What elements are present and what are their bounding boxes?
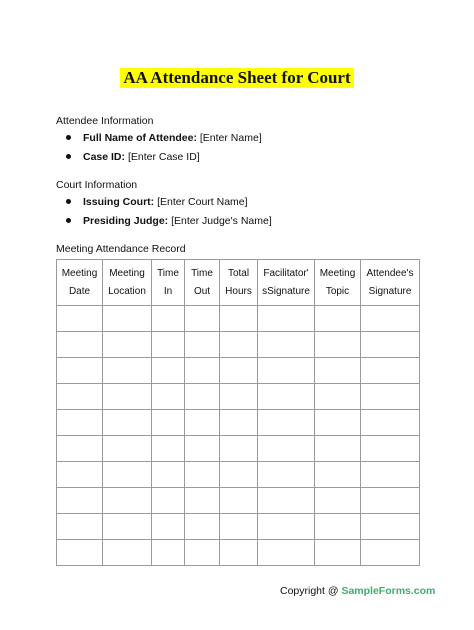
table-cell[interactable] — [220, 514, 258, 540]
table-row — [57, 488, 420, 514]
table-cell[interactable] — [103, 384, 152, 410]
table-cell[interactable] — [315, 462, 361, 488]
table-cell[interactable] — [258, 358, 315, 384]
list-item — [66, 131, 262, 150]
bullet-icon — [66, 135, 71, 140]
column-header-meeting-date: Meeting Date — [57, 260, 103, 306]
table-cell[interactable] — [315, 332, 361, 358]
table-cell[interactable] — [185, 332, 220, 358]
table-cell[interactable] — [315, 410, 361, 436]
table-cell[interactable] — [103, 332, 152, 358]
table-cell[interactable] — [315, 306, 361, 332]
table-cell[interactable] — [361, 488, 420, 514]
table-cell[interactable] — [103, 410, 152, 436]
column-header-meeting-topic: Meeting Topic — [315, 260, 361, 306]
table-cell[interactable] — [361, 436, 420, 462]
table-row — [57, 462, 420, 488]
court-info-list — [66, 195, 272, 233]
table-cell[interactable] — [361, 410, 420, 436]
table-cell[interactable] — [152, 462, 185, 488]
table-cell[interactable] — [258, 540, 315, 566]
footer — [280, 584, 435, 598]
table-cell[interactable] — [220, 306, 258, 332]
field-label: Case ID: — [83, 151, 126, 163]
table-cell[interactable] — [57, 384, 103, 410]
table-cell[interactable] — [185, 514, 220, 540]
table-cell[interactable] — [361, 384, 420, 410]
table-cell[interactable] — [152, 410, 185, 436]
table-cell[interactable] — [361, 540, 420, 566]
table-cell[interactable] — [57, 332, 103, 358]
table-cell[interactable] — [57, 306, 103, 332]
table-cell[interactable] — [57, 514, 103, 540]
field-value: [Enter Name] — [199, 132, 262, 144]
table-cell[interactable] — [315, 540, 361, 566]
bullet-icon — [66, 218, 71, 223]
table-cell[interactable] — [152, 488, 185, 514]
table-cell[interactable] — [103, 306, 152, 332]
table-cell[interactable] — [152, 514, 185, 540]
table-cell[interactable] — [185, 410, 220, 436]
table-cell[interactable] — [258, 436, 315, 462]
table-cell[interactable] — [220, 488, 258, 514]
table-cell[interactable] — [220, 540, 258, 566]
table-cell[interactable] — [185, 462, 220, 488]
table-cell[interactable] — [185, 488, 220, 514]
table-cell[interactable] — [185, 540, 220, 566]
table-cell[interactable] — [152, 436, 185, 462]
table-cell[interactable] — [152, 384, 185, 410]
table-cell[interactable] — [361, 462, 420, 488]
list-item — [66, 150, 262, 169]
table-cell[interactable] — [185, 306, 220, 332]
table-row — [57, 514, 420, 540]
table-cell[interactable] — [220, 358, 258, 384]
table-row — [57, 306, 420, 332]
table-header-row — [57, 260, 420, 306]
court-info-heading: Court Information — [56, 179, 138, 191]
table-row — [57, 358, 420, 384]
field-label: Presiding Judge: — [83, 215, 169, 227]
table-row — [57, 436, 420, 462]
table-cell[interactable] — [315, 436, 361, 462]
table-cell[interactable] — [57, 358, 103, 384]
table-row — [57, 540, 420, 566]
column-header-total-hours: Total Hours — [220, 260, 258, 306]
table-body — [57, 306, 420, 566]
table-cell[interactable] — [185, 358, 220, 384]
bullet-icon — [66, 154, 71, 159]
bullet-icon — [66, 199, 71, 204]
field-label: Issuing Court: — [83, 196, 155, 208]
field-value: [Enter Court Name] — [157, 196, 248, 208]
table-cell[interactable] — [258, 462, 315, 488]
column-header-time-in: Time In — [152, 260, 185, 306]
copyright-text: Copyright @ — [280, 585, 342, 597]
table-cell[interactable] — [185, 436, 220, 462]
table-cell[interactable] — [258, 332, 315, 358]
table-cell[interactable] — [152, 306, 185, 332]
table-cell[interactable] — [152, 358, 185, 384]
table-cell[interactable] — [103, 436, 152, 462]
table-cell[interactable] — [103, 358, 152, 384]
table-row — [57, 384, 420, 410]
column-header-facilitator-signature: Facilitator' sSignature — [258, 260, 315, 306]
table-cell[interactable] — [185, 384, 220, 410]
table-cell[interactable] — [220, 436, 258, 462]
table-cell[interactable] — [103, 462, 152, 488]
table-cell[interactable] — [220, 384, 258, 410]
table-cell[interactable] — [315, 514, 361, 540]
table-cell[interactable] — [315, 358, 361, 384]
table-cell[interactable] — [361, 514, 420, 540]
table-cell[interactable] — [103, 488, 152, 514]
table-cell[interactable] — [103, 540, 152, 566]
attendance-record-table — [56, 259, 420, 566]
table-cell[interactable] — [361, 332, 420, 358]
brand-link[interactable]: SampleForms.com — [341, 585, 436, 597]
record-heading: Meeting Attendance Record — [56, 243, 186, 255]
table-cell[interactable] — [258, 410, 315, 436]
table-cell[interactable] — [258, 514, 315, 540]
table-cell[interactable] — [57, 436, 103, 462]
list-item — [66, 214, 272, 233]
column-header-attendee-signature: Attendee's Signature — [361, 260, 420, 306]
table-cell[interactable] — [258, 384, 315, 410]
table-cell[interactable] — [57, 540, 103, 566]
table-cell[interactable] — [315, 384, 361, 410]
table-row — [57, 332, 420, 358]
table-row — [57, 410, 420, 436]
document-title: AA Attendance Sheet for Court — [120, 68, 353, 88]
field-value: [Enter Judge's Name] — [171, 215, 272, 227]
table-cell[interactable] — [220, 462, 258, 488]
table-cell[interactable] — [258, 306, 315, 332]
table-cell[interactable] — [258, 488, 315, 514]
table-cell[interactable] — [57, 488, 103, 514]
title-wrapper — [0, 68, 474, 88]
table-cell[interactable] — [220, 332, 258, 358]
table-cell[interactable] — [152, 332, 185, 358]
field-value: [Enter Case ID] — [127, 151, 200, 163]
table-cell[interactable] — [361, 306, 420, 332]
table-cell[interactable] — [103, 514, 152, 540]
table-cell[interactable] — [152, 540, 185, 566]
attendee-info-heading: Attendee Information — [56, 115, 154, 127]
table-cell[interactable] — [57, 410, 103, 436]
attendee-info-list — [66, 131, 262, 169]
column-header-meeting-location: Meeting Location — [103, 260, 152, 306]
table-cell[interactable] — [220, 410, 258, 436]
list-item — [66, 195, 272, 214]
table-cell[interactable] — [315, 488, 361, 514]
field-label: Full Name of Attendee: — [83, 132, 197, 144]
column-header-time-out: Time Out — [185, 260, 220, 306]
table-cell[interactable] — [57, 462, 103, 488]
table-cell[interactable] — [361, 358, 420, 384]
